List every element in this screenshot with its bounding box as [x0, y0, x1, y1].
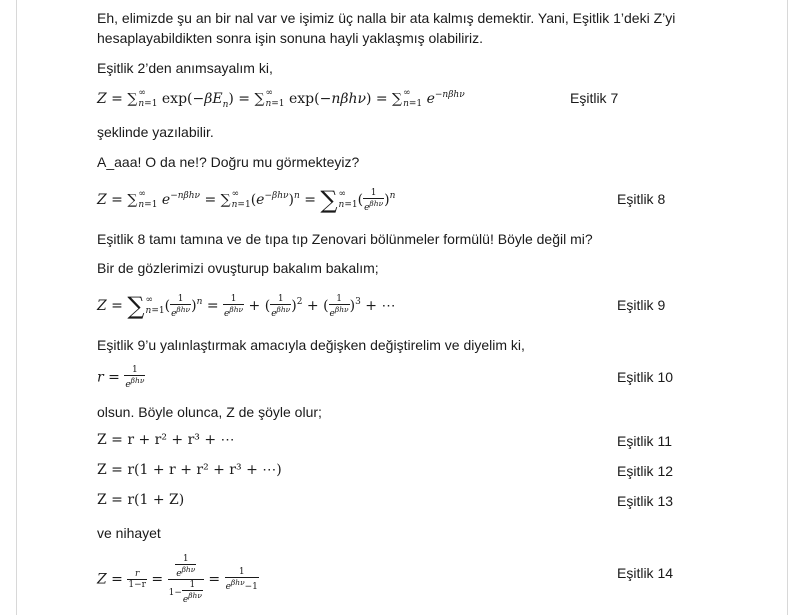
- paragraph-then: olsun. Böyle olunca, Z de şöyle olur;: [97, 404, 322, 420]
- equation-10: r = $\frac{1}{e^{\beta h\nu}}$: [97, 365, 145, 390]
- paragraph-zeno: Eşitlik 8 tamı tamına ve de tıpa tıp Zenovari bölünmeler formülü! Böyle değil mi?: [97, 231, 593, 247]
- equation-14-label: Eşitlik 14: [617, 565, 674, 581]
- equation-8-label: Eşitlik 8: [617, 191, 666, 207]
- equation-7: Z = ∑ ∞ n=1 $\exp(-\beta E_n)$ = ∑ ∞ n=1 exp(−nβhν) = ∑ ∞ n=1 $e^{-n\beta h\nu}$: [97, 88, 465, 110]
- paragraph-look: Bir de gözlerimizi ovuşturup bakalım bakalım;: [97, 260, 379, 276]
- paragraph-simplify: Eşitlik 9’u yalınlaştırmak amacıyla değişken değiştirelim ve diyelim ki,: [97, 337, 525, 353]
- equation-12-label: Eşitlik 12: [617, 463, 674, 479]
- equation-13: Z = r(1 + Z): [97, 492, 185, 508]
- paragraph-recall: Eşitlik 2’den anımsayalım ki,: [97, 60, 273, 76]
- paragraph-intro: Eh, elimizde şu an bir nal var ve işimiz üç nalla bir ata kalmış demektir. Yani, Eşitlik 1’deki Z’yi hesaplayabildikten sonra işin sonuna hayli yaklaşmış olabiliriz.: [97, 10, 676, 46]
- equation-9: Z = ∑ ∞ n=1 ( $\frac{1}{e^{\beta h\nu}}$ )$^n$ = $\frac{1}{e^{\beta h\nu}}$ + ( $\frac{1}{e^{\beta h\nu}}$ )$^2$ + ( $\frac{1}{e^{\beta h\nu}}$ )$^3$ + ⋯: [97, 292, 396, 320]
- paragraph-surprise: A_aaa! O da ne!? Doğru mu görmekteyiz?: [97, 154, 360, 170]
- paragraph-finally: ve nihayet: [97, 525, 161, 541]
- equation-10-label: Eşitlik 10: [617, 369, 674, 385]
- page-right-edge: [787, 0, 788, 615]
- page-left-edge: [16, 0, 17, 615]
- equation-7-label: Eşitlik 7: [570, 90, 619, 106]
- equation-9-label: Eşitlik 9: [617, 297, 666, 313]
- paragraph-written: şeklinde yazılabilir.: [97, 124, 214, 140]
- equation-8: Z = ∑ ∞ n=1 $e^{-n\beta h\nu}$ = ∑ ∞ n=1 $(e^{-\beta h\nu})^n$ = ∑ ∞ n=1 ( $\frac{1}{e^{\beta h\nu}}$ )$^n$: [97, 186, 396, 214]
- equation-11: Z = r + r² + r³ + ⋯: [97, 432, 235, 448]
- equation-13-label: Eşitlik 13: [617, 493, 674, 509]
- equation-12: Z = r(1 + r + r² + r³ + ⋯): [97, 462, 282, 478]
- equation-14: Z = $\frac{r}{1-r}$ = $\frac{1}{e^{\beta h\nu}}$ 1− $\frac{1}{e^{\beta h\nu}}$ = $\frac{1}{e^{\beta h\nu}-1}$: [97, 554, 258, 605]
- equation-11-label: Eşitlik 11: [617, 433, 672, 449]
